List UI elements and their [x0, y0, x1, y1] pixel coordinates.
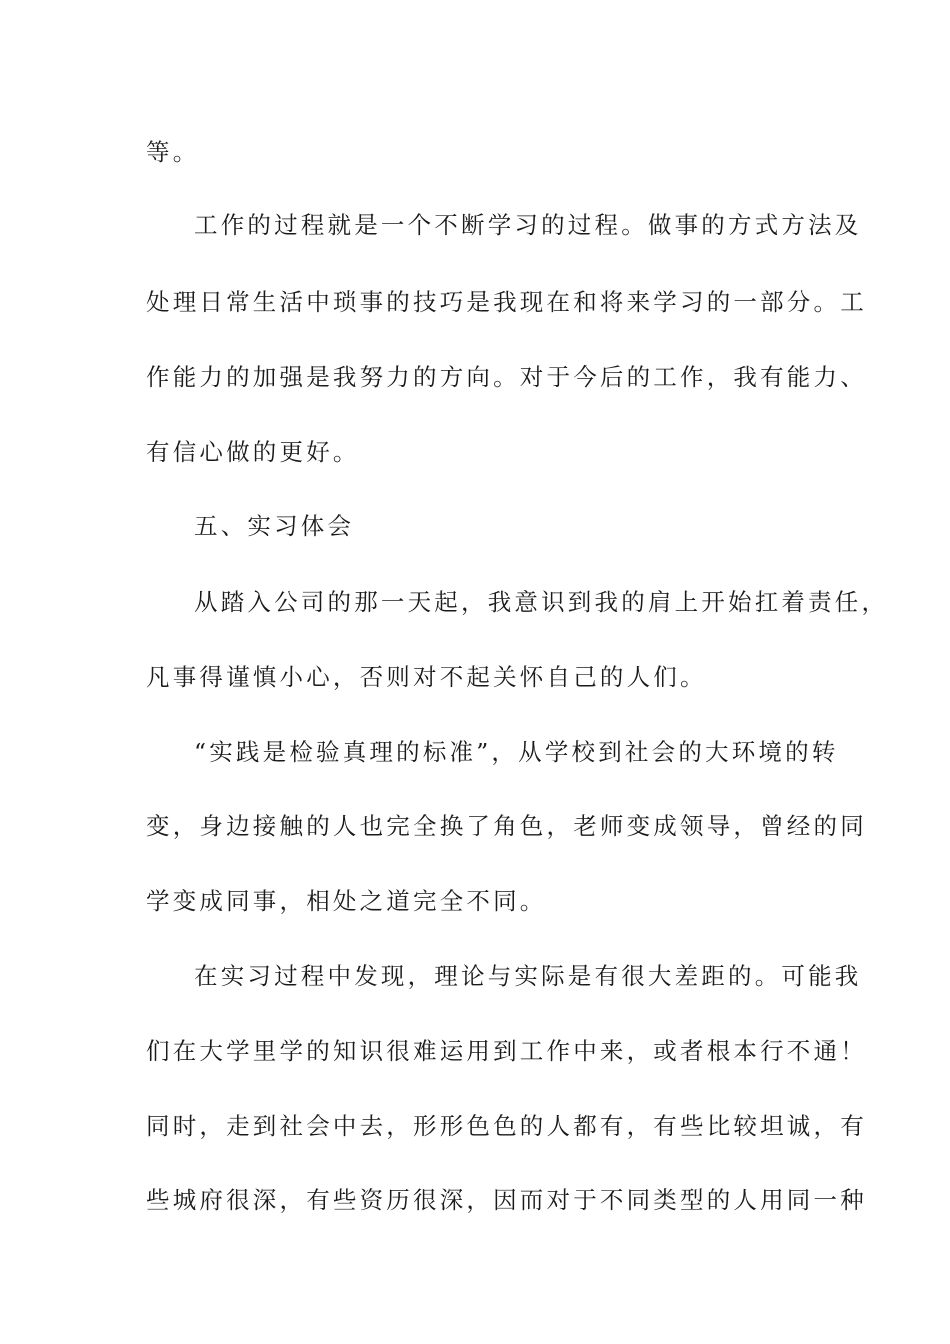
text-line: 在实习过程中发现，理论与实际是有很大差距的。可能我	[194, 962, 862, 990]
text-line: 处理日常生活中琐事的技巧是我现在和将来学习的一部分。工	[146, 288, 867, 316]
text-line: 凡事得谨慎小心，否则对不起关怀自己的人们。	[146, 663, 707, 691]
text-line: 学变成同事，相处之道完全不同。	[146, 887, 547, 915]
section-heading: 五、实习体会	[194, 512, 355, 540]
text-line: 从踏入公司的那一天起，我意识到我的肩上开始扛着责任，	[194, 588, 889, 616]
text-line: “实践是检验真理的标准”，从学校到社会的大环境的转	[194, 738, 839, 766]
text-line: 些城府很深，有些资历很深，因而对于不同类型的人用同一种	[146, 1186, 867, 1214]
text-line: 有信心做的更好。	[146, 438, 360, 466]
text-line: 作能力的加强是我努力的方向。对于今后的工作，我有能力、	[146, 363, 867, 391]
text-line: 变，身边接触的人也完全换了角色，老师变成领导，曾经的同	[146, 812, 867, 840]
text-line: 工作的过程就是一个不断学习的过程。做事的方式方法及	[194, 211, 862, 239]
text-line: 们在大学里学的知识很难运用到工作中来，或者根本行不通！	[146, 1037, 867, 1065]
text-line: 等。	[146, 138, 200, 166]
text-line: 同时，走到社会中去，形形色色的人都有，有些比较坦诚，有	[146, 1112, 867, 1140]
